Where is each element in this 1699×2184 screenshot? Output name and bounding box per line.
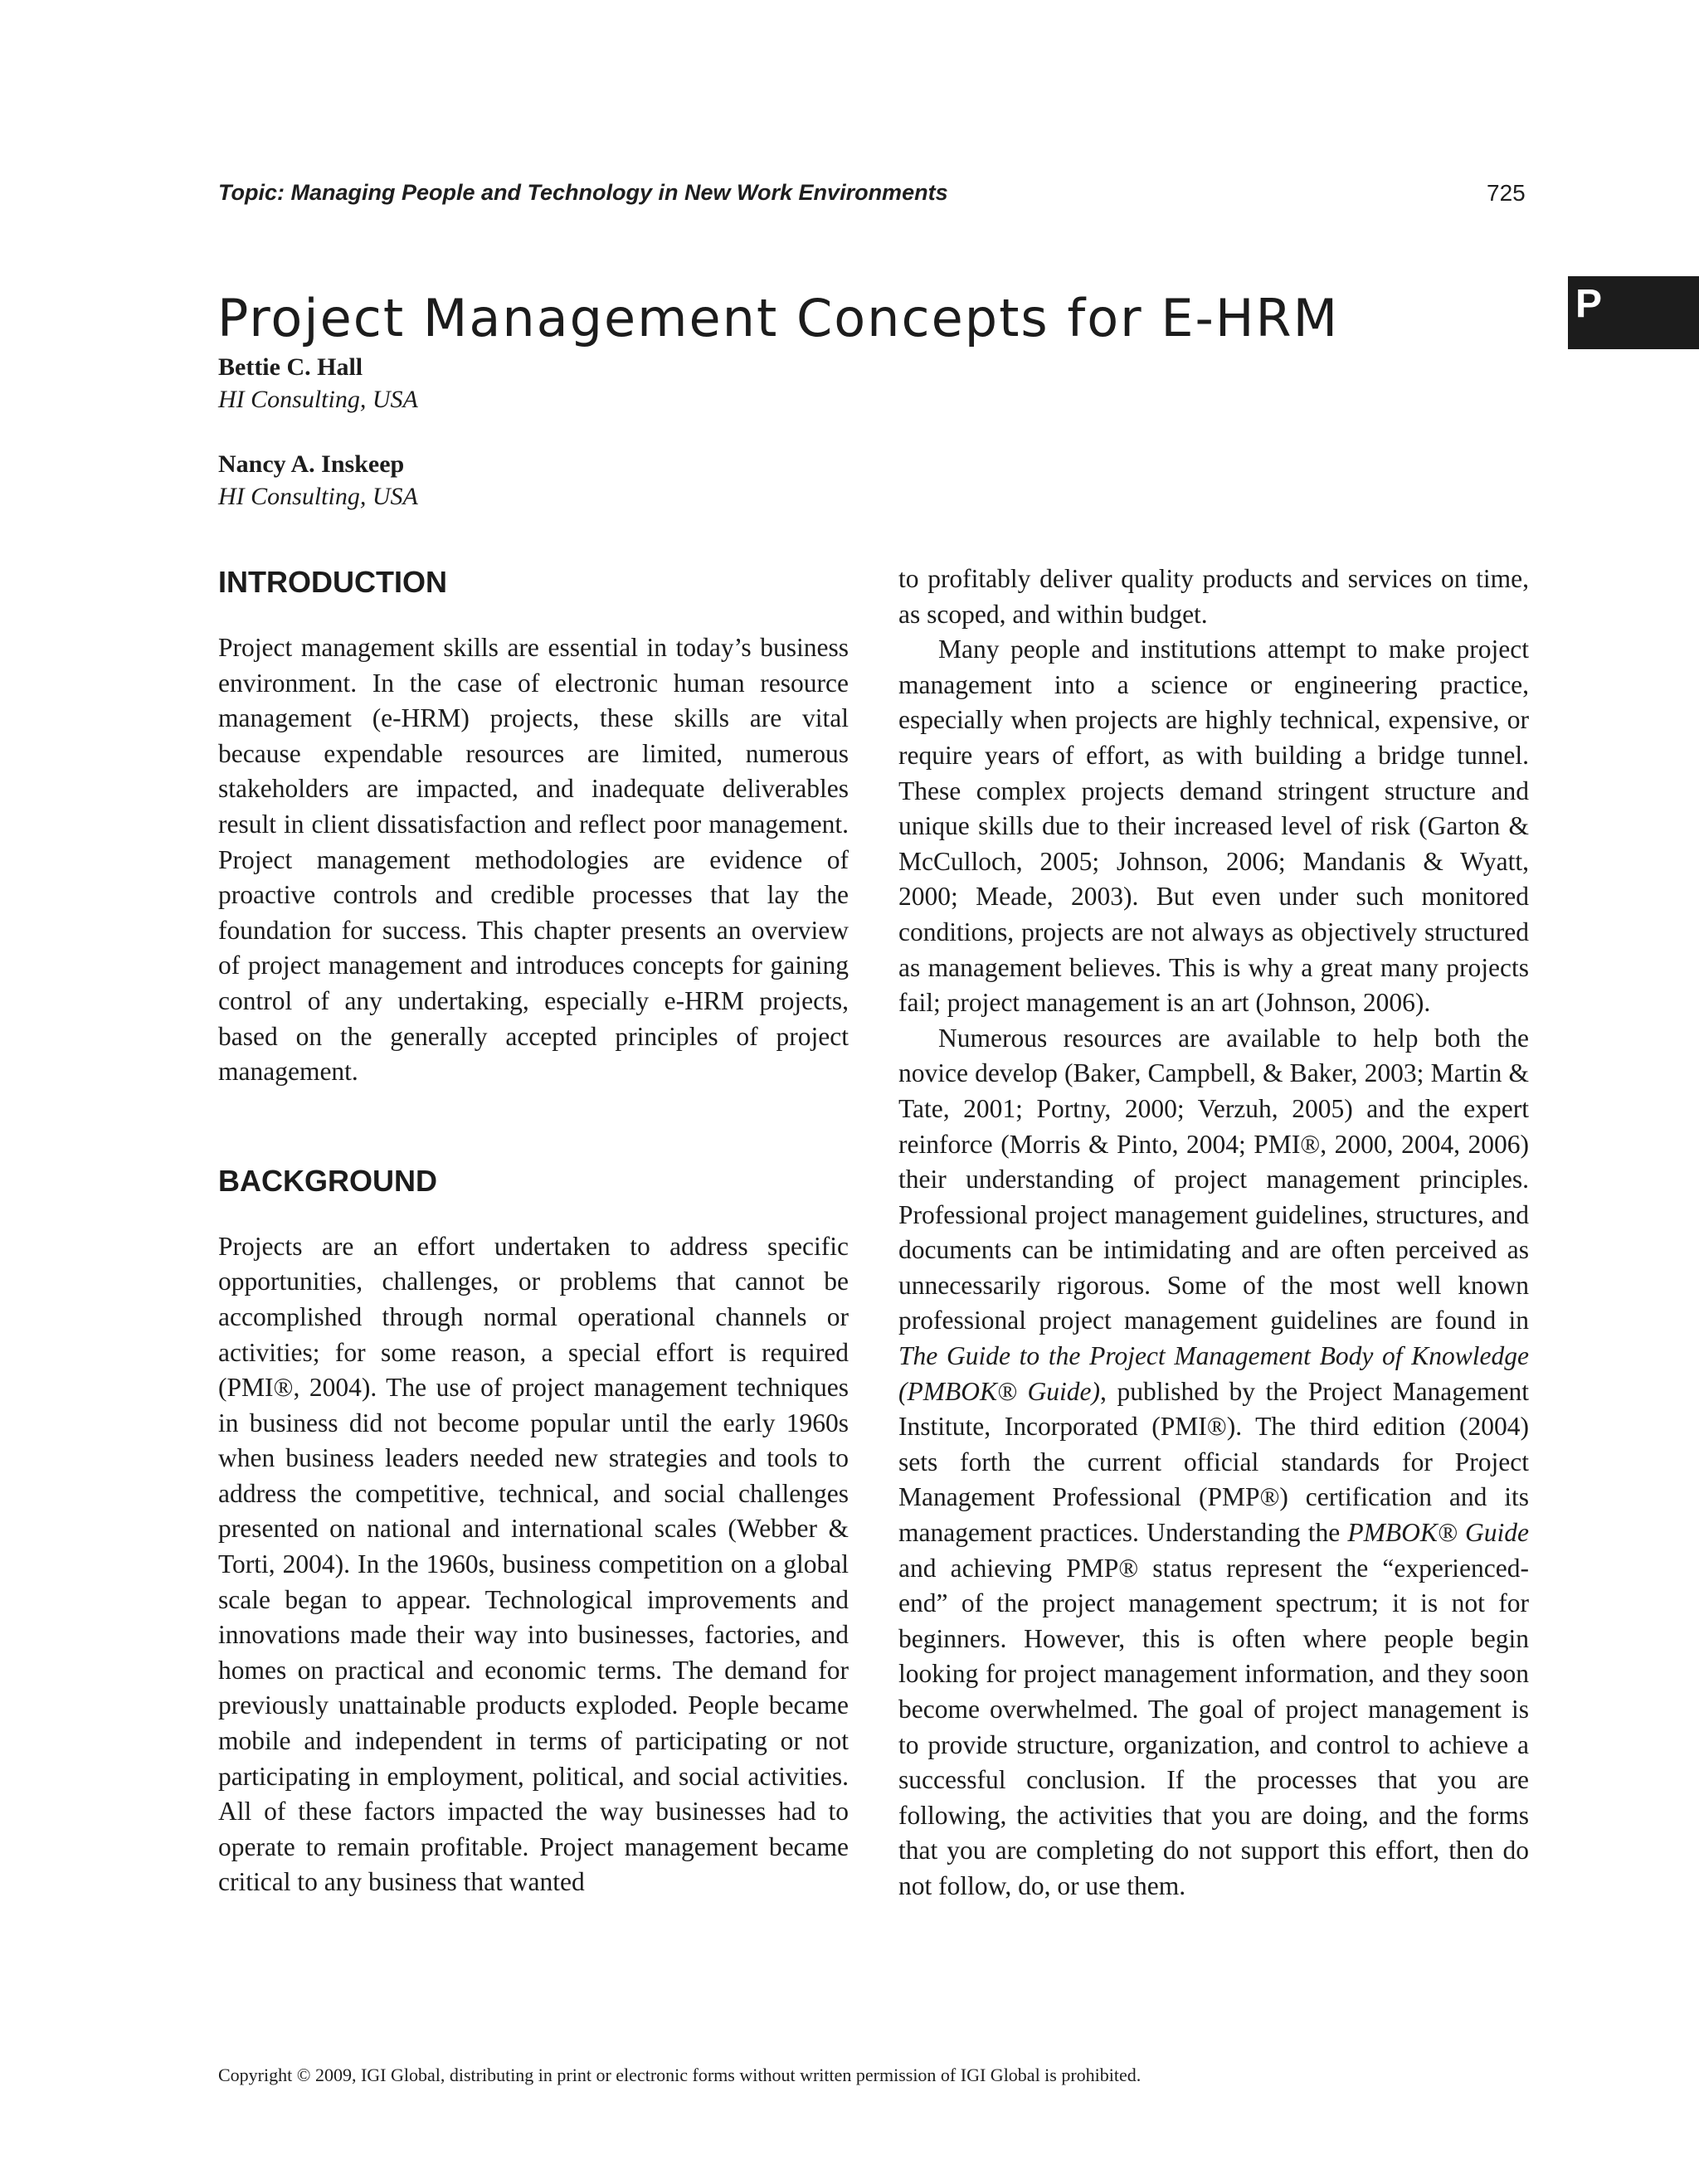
body-paragraph (898, 1021, 1529, 1904)
body-paragraph: Many people and institutions attempt to make project management into a science or engineering practice, especially when projects are highly technical, expensive, or require years of effort, as with building a bridge tunnel. These complex projects demand stringent structure and unique skills due to their increased level of risk (Garton & McCulloch, 2005; Johnson, 2006; Mandanis & Wyatt, 2000; Meade, 2003). But even under such monitored conditions, projects are not always as objectively structured as management believes. This is why a great many projects fail; project management is an art (Johnson, 2006). (898, 635, 1529, 1018)
author-block-2 (218, 448, 418, 513)
introduction-heading: INTRODUCTION (218, 565, 447, 599)
book-title: The Guide to the Project Management Body of Knowledge (PMBOK® Guide) (898, 1341, 1529, 1406)
right-column (898, 562, 1529, 1904)
copyright-footer: Copyright © 2009, IGI Global, distributing in print or electronic forms without written permission of IGI Global is prohibited. (218, 2065, 1142, 2085)
left-column (218, 557, 849, 1900)
page-number: 725 (1487, 180, 1526, 206)
author-block-1 (218, 351, 418, 416)
running-header-topic: Topic: Managing People and Technology in New Work Environments (218, 180, 948, 205)
background-paragraph: Projects are an effort undertaken to address specific opportunities, challenges, or problems that cannot be accomplished through normal operational channels or activities; for some reason, a special effort is required (PMI®, 2004). The use of project management techniques in business did not become popular until the early 1960s when business leaders needed new strategies and tools to address the competitive, technical, and social challenges presented on national and international scales (Webber & Torti, 2004). In the 1960s, business competition on a global scale began to appear. Technological improvements and innovations made their way into businesses, factories, and homes on practical and economic terms. The demand for previously unattainable products exploded. People became mobile and independent in terms of participating or not participating in employment, political, and social activities. All of these factors impacted the way businesses had to operate to remain profitable. Project management became critical to any business that wanted (218, 1231, 849, 1897)
book-title: PMBOK® Guide (1347, 1518, 1529, 1548)
text-run: , published by the Project Management Institute, Incorporated (PMI®). The third edition (2004) sets forth the current official standards for Project Management Professional (PMP®) certification and its management practices. Understanding the (898, 1376, 1530, 1548)
section-thumb-tab: P (1568, 276, 1699, 349)
author-affiliation: HI Consulting, USA (218, 386, 418, 413)
author-affiliation: HI Consulting, USA (218, 483, 418, 510)
background-heading: BACKGROUND (218, 1163, 437, 1198)
text-run: and achieving PMP® status represent the “experienced-end” of the project management spectrum; it is not for beginners. However, this is often where people begin looking for project management information, and they soon become overwhelmed. The goal of project management is to provide structure, organization, and control to achieve a successful conclusion. If the processes that you are following, the activities that you are doing, and the forms that you are completing do not support this effort, then do not follow, do, or use them. (898, 1553, 1529, 1900)
page-title: Project Management Concepts for E-HRM (217, 287, 1340, 348)
text-run: Numerous resources are available to help both the novice develop (Baker, Campbell, & Baker, 2003; Martin & Tate, 2001; Portny, 2000; Verzuh, 2005) and the expert reinforce (Morris & Pinto, 2004; PMI®, 2000, 2004, 2006) their understanding of project management principles. Professional project management guidelines, structures, and documents can be intimidating and are often perceived as unnecessarily rigorous. Some of the most well known professional project management guidelines are found in (898, 1023, 1529, 1335)
author-name: Nancy A. Inskeep (218, 450, 405, 478)
continued-paragraph: to profitably deliver quality products and services on time, as scoped, and within budget. (898, 564, 1529, 629)
author-name: Bettie C. Hall (218, 353, 363, 381)
introduction-paragraph: Project management skills are essential in today’s business environment. In the case of electronic human resource management (e-HRM) projects, these skills are vital because expendable resources are limited, numerous stakeholders are impacted, and inadequate deliverables result in client dissatisfaction and reflect poor management. Project management methodologies are evidence of proactive controls and credible processes that lay the foundation for success. This chapter presents an overview of project management and introduces concepts for gaining control of any undertaking, especially e-HRM projects, based on the generally accepted principles of project management. (218, 633, 849, 1087)
